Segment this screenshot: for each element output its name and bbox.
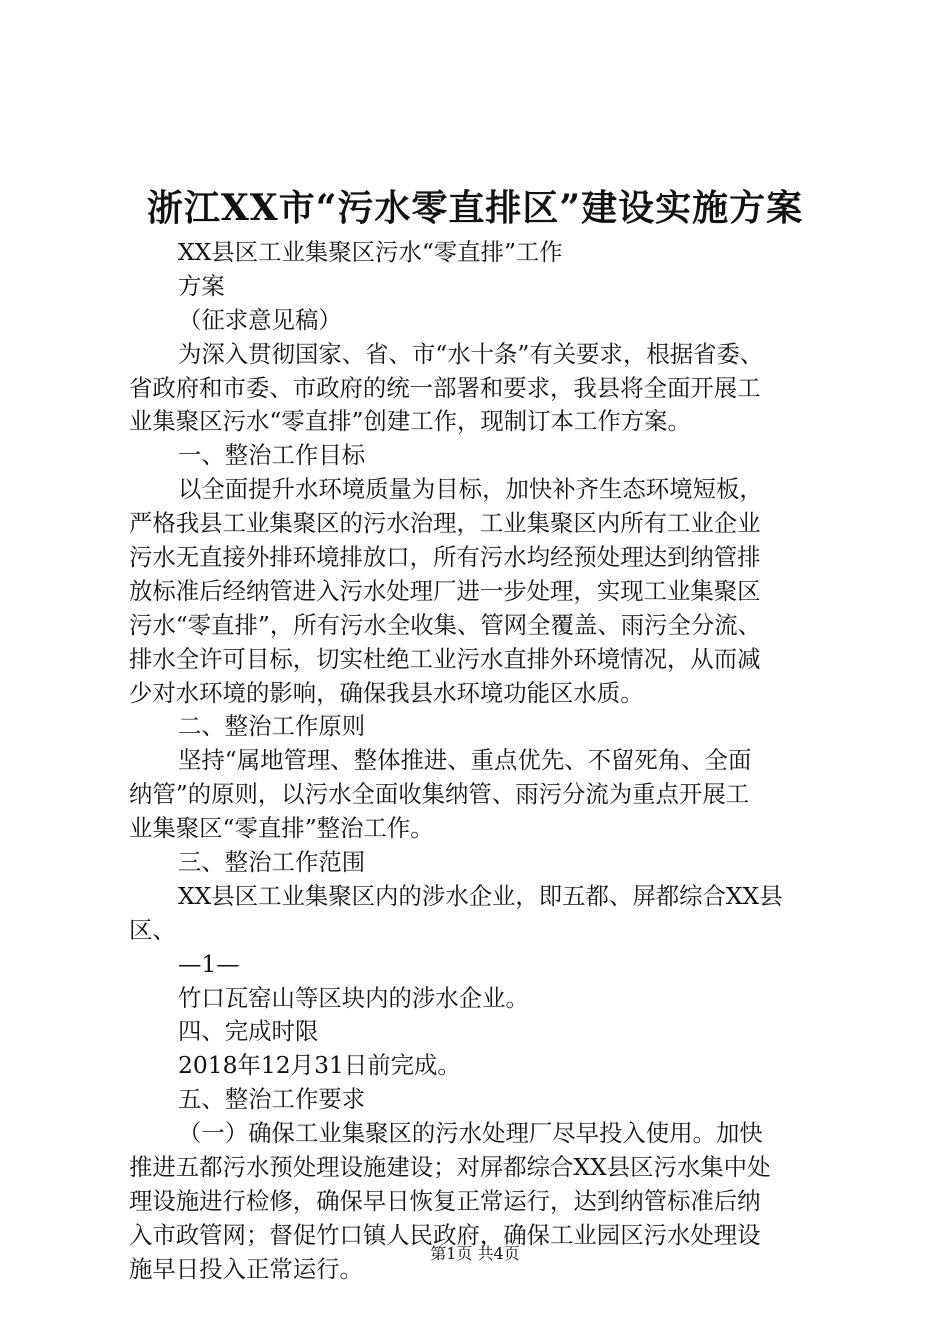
text-line: 三、整治工作范围 — [178, 848, 366, 877]
text-line: 一、整治工作目标 — [178, 441, 366, 470]
text-line: 五、整治工作要求 — [178, 1085, 366, 1114]
text-line: 四、完成时限 — [178, 1017, 319, 1046]
text-line: 施早日投入正常运行。 — [129, 1254, 363, 1283]
text-line: 少对水环境的影响，确保我县水环境功能区水质。 — [129, 678, 644, 707]
text-line: 推进五都污水预处理设施建设；对屏都综合XX县区污水集中处 — [129, 1153, 771, 1182]
text-line: （一）确保工业集聚区的污水处理厂尽早投入使用。加快 — [178, 1119, 763, 1148]
text-line: 2018年12月31日前完成。 — [178, 1051, 461, 1080]
text-line: XX县区工业集聚区污水“零直排”工作 — [178, 238, 563, 266]
document-body — [129, 236, 839, 1287]
text-line: （征求意见稿） — [178, 305, 342, 334]
text-line: 二、整治工作原则 — [178, 712, 366, 741]
text-line: 放标准后经纳管进入污水处理厂进一步处理，实现工业集聚区 — [129, 576, 761, 605]
text-line: XX县区工业集聚区内的涉水企业，即五都、屏都综合XX县 — [178, 881, 783, 910]
text-line: 污水“零直排”，所有污水全收集、管网全覆盖、雨污全分流、 — [129, 610, 762, 639]
text-line: 入市政管网；督促竹口镇人民政府，确保工业园区污水处理设 — [129, 1220, 761, 1249]
text-line: 省政府和市委、市政府的统一部署和要求，我县将全面开展工 — [129, 373, 761, 402]
page-footer: 第1页 共4页 — [430, 1244, 520, 1263]
text-line: 方案 — [178, 271, 225, 300]
text-line: 污水无直接外排环境排放口，所有污水均经预处理达到纳管排 — [129, 543, 761, 572]
text-line: 业集聚区污水“零直排”创建工作，现制订本工作方案。 — [129, 407, 691, 436]
document-title: 浙江XX市“污水零直排区”建设实施方案 — [146, 187, 804, 229]
text-line: 理设施进行检修，确保早日恢复正常运行，达到纳管标准后纳 — [129, 1186, 761, 1215]
text-line: 以全面提升水环境质量为目标，加快补齐生态环境短板， — [178, 475, 763, 504]
text-line: 竹口瓦窑山等区块内的涉水企业。 — [178, 983, 529, 1012]
text-line: 纳管”的原则，以污水全面收集纳管、雨污分流为重点开展工 — [129, 780, 750, 809]
text-line: 排水全许可目标，切实杜绝工业污水直排外环境情况，从而减 — [129, 644, 761, 673]
text-line: 严格我县工业集聚区的污水治理，工业集聚区内所有工业企业 — [129, 509, 761, 538]
text-line: 坚持“属地管理、整体推进、重点优先、不留死角、全面 — [178, 746, 752, 775]
text-line: 业集聚区“零直排”整治工作。 — [129, 814, 434, 843]
text-line: —1— — [178, 949, 240, 978]
text-line: 为深入贯彻国家、省、市“水十条”有关要求，根据省委、 — [178, 339, 764, 368]
text-line: 区、 — [129, 915, 176, 944]
